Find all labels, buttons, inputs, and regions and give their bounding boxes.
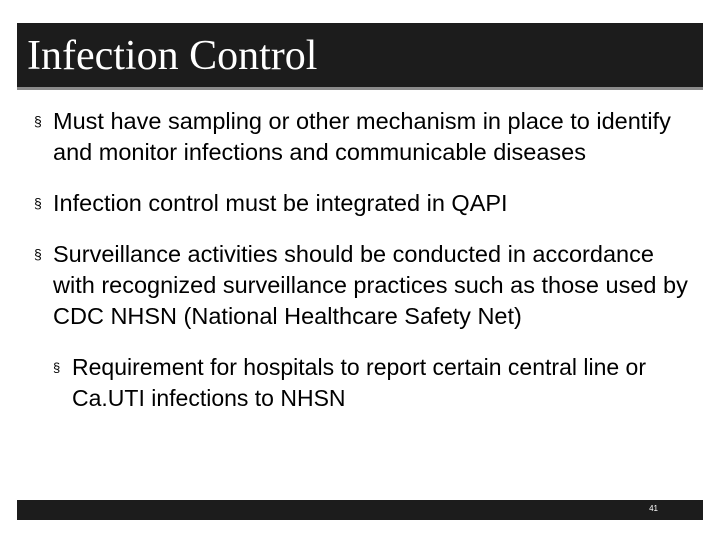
bullet-marker-icon: § (34, 246, 42, 262)
sub-bullet-item (53, 352, 702, 414)
bullet-text: Surveillance activities should be conducted in accordance with recognized surveillance practices such as those used by CDC NHSN (National Healthcare Safety Net) (53, 241, 688, 329)
bullet-text: Infection control must be integrated in QAPI (53, 190, 508, 216)
sub-bullet-text: Requirement for hospitals to report certain central line or Ca.UTI infections to NHSN (72, 354, 647, 411)
bullet-item (34, 106, 702, 168)
bullet-item (34, 188, 702, 219)
title-bar (17, 23, 703, 90)
page-number: 41 (649, 504, 658, 513)
bullet-marker-icon: § (34, 113, 42, 129)
bullet-marker-icon: § (34, 195, 42, 211)
slide-content (34, 106, 702, 414)
bullet-item (34, 239, 702, 332)
bullet-text: Must have sampling or other mechanism in place to identify and monitor infections and communicable diseases (53, 108, 671, 165)
sub-bullet-marker-icon: § (53, 360, 61, 375)
footer-bar (17, 500, 703, 520)
slide-title: Infection Control (27, 33, 318, 79)
